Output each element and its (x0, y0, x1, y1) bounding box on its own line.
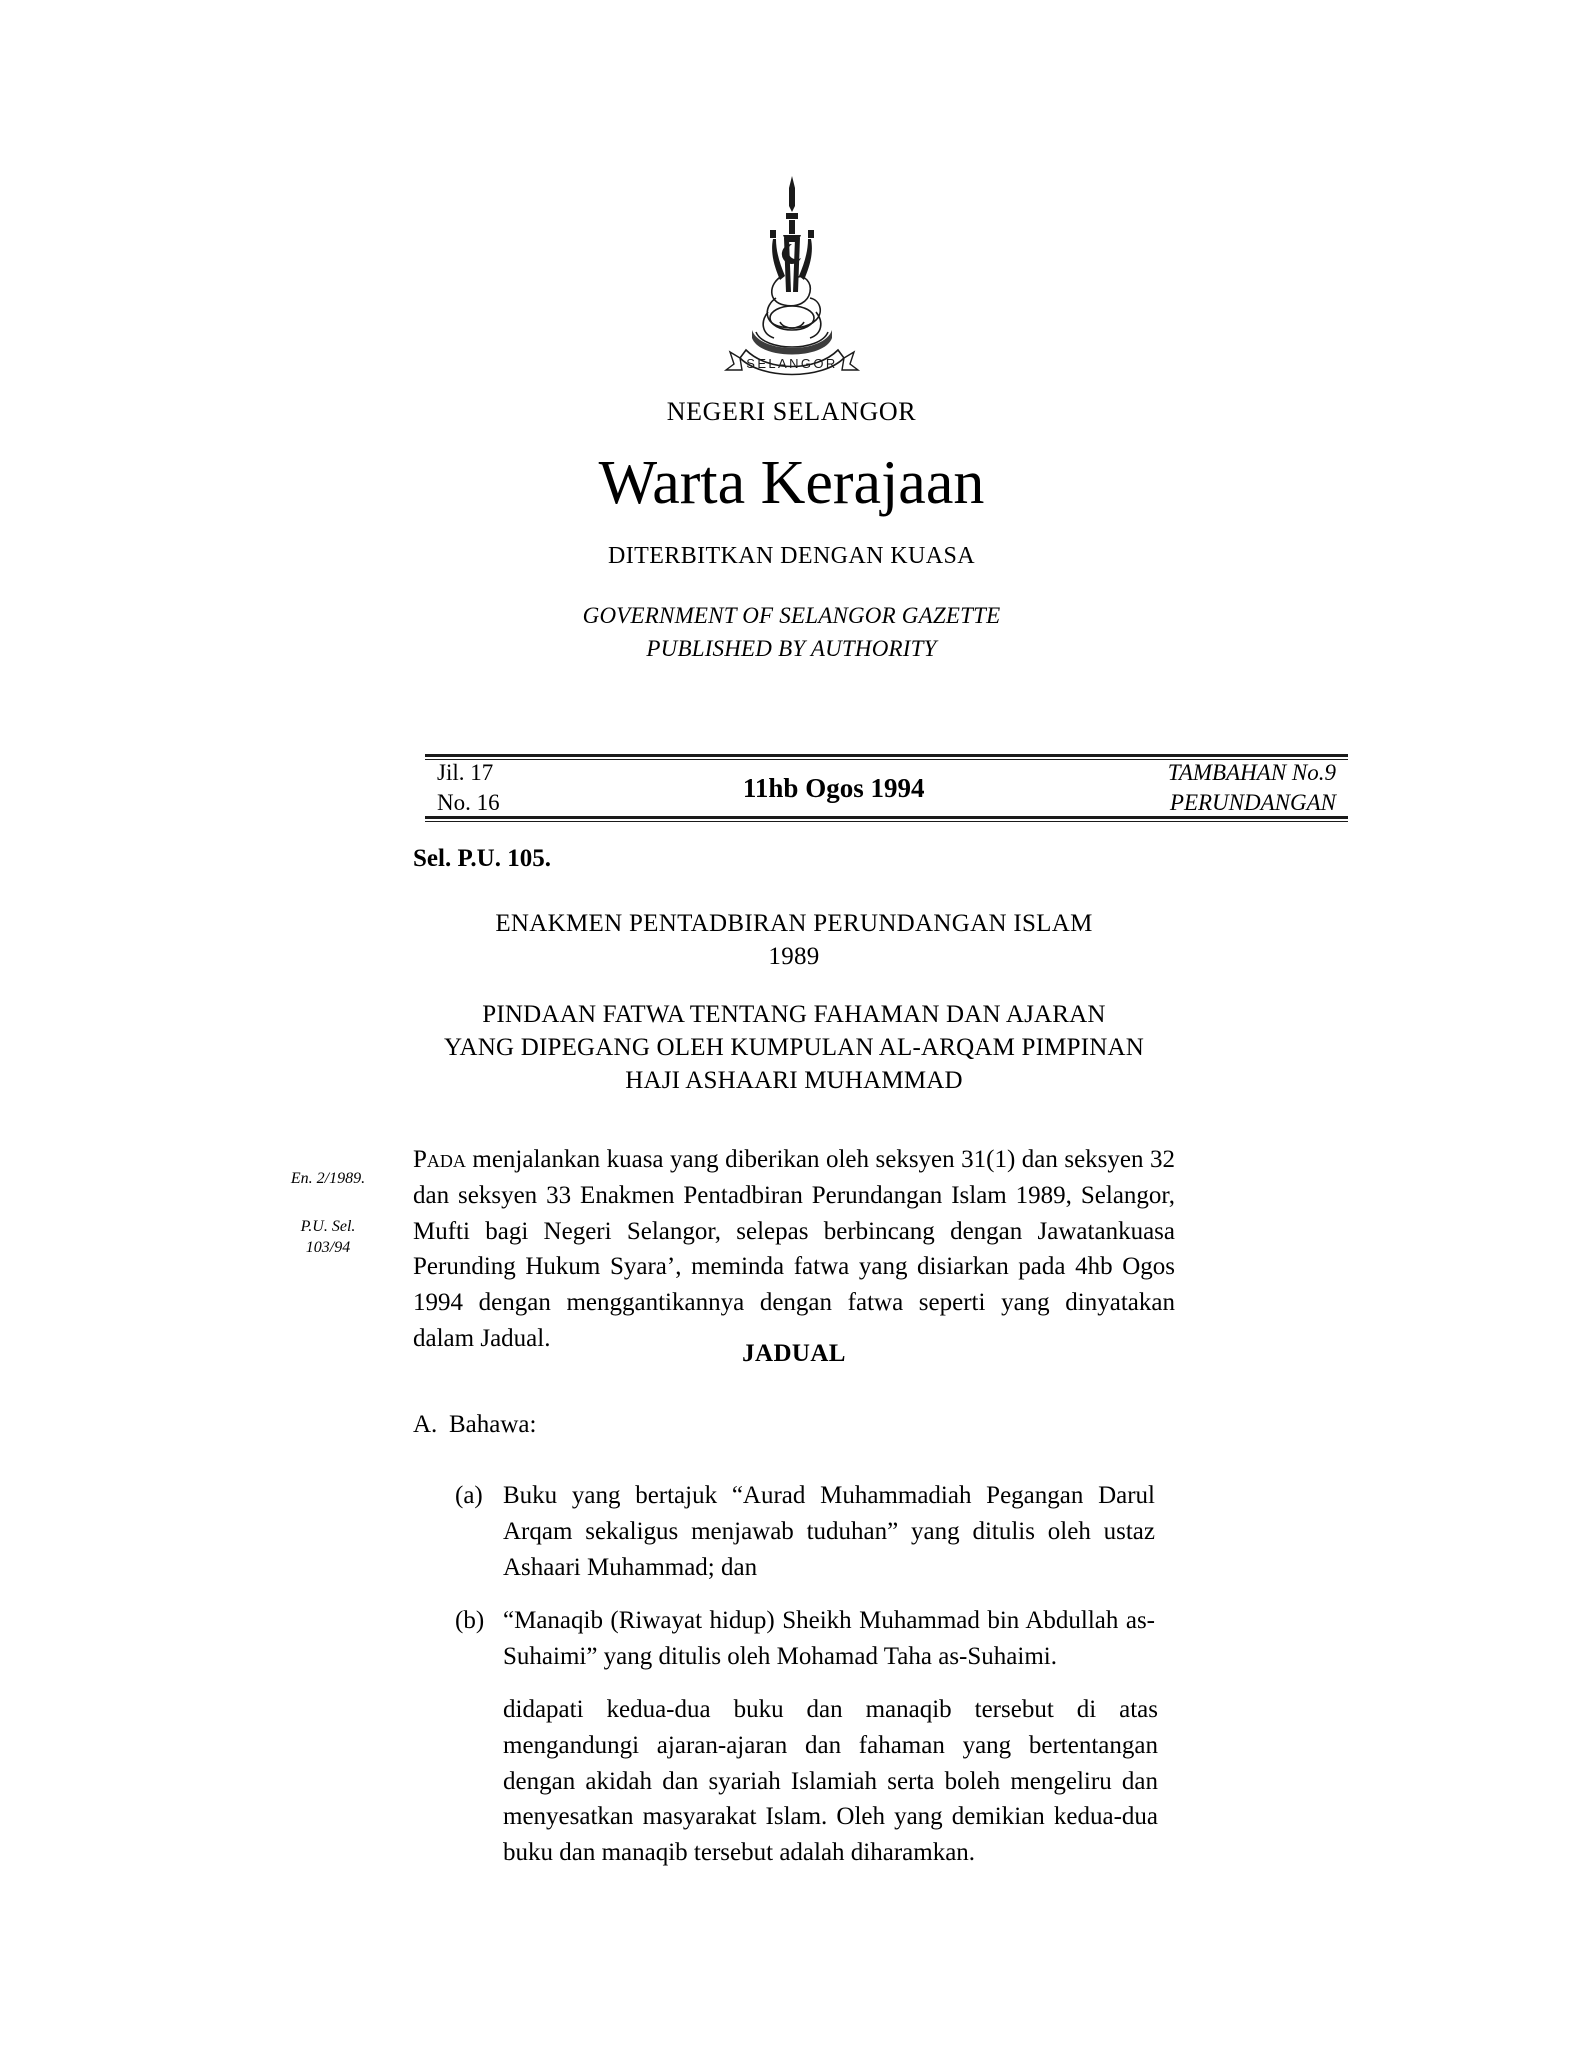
issue-supplement (1168, 758, 1336, 819)
english-title-line2: PUBLISHED BY AUTHORITY (646, 636, 937, 662)
margin-note-pu (258, 1216, 398, 1259)
fatwa-title (413, 998, 1175, 1097)
svg-text:SELANGOR: SELANGOR (745, 356, 838, 371)
schedule-heading: JADUAL (742, 1340, 846, 1367)
sub-item-b-text: “Manaqib (Riwayat hidup) Sheikh Muhammad bin Abdullah as-Suhaimi” yang ditulis oleh Mohamad Taha as-Suhaimi. (503, 1607, 1155, 1670)
act-year: 1989 (768, 942, 820, 970)
act-title (413, 908, 1175, 973)
closing-paragraph: didapati kedua-dua buku dan manaqib tersebut di atas mengandungi ajaran-ajaran dan fahaman yang bertentangan dengan akidah dan syariah Islamiah serta boleh mengeliru dan menyesatkan masyarakat Islam. Oleh yang demikian kedua-dua buku dan manaqib tersebut adalah diharamkan. (503, 1696, 1158, 1866)
fatwa-title-line1: PINDAAN FATWA TENTANG FAHAMAN DAN AJARAN (482, 1001, 1106, 1028)
act-title-text: ENAKMEN PENTADBIRAN PERUNDANGAN ISLAM (495, 910, 1093, 937)
margin-note-enactment: En. 2/1989. (290, 1170, 366, 1187)
fatwa-title-line2: YANG DIPEGANG OLEH KUMPULAN AL-ARQAM PIMPINAN (444, 1034, 1144, 1061)
english-title-line1: GOVERNMENT OF SELANGOR GAZETTE (582, 603, 1001, 629)
schedule-sub-item-a (455, 1478, 1155, 1585)
margin-note-pu-line1: P.U. Sel. (300, 1217, 356, 1235)
schedule-sub-item-b (455, 1603, 1155, 1675)
issue-rule-bottom (425, 816, 1348, 822)
supplement-number: TAMBAHAN No.9 (1167, 759, 1336, 785)
published-by-subtitle: DITERBITKAN DENGAN KUASA (608, 543, 975, 570)
intro-paragraph (413, 1142, 1175, 1357)
issue-volume: Jil. 17 (437, 759, 494, 785)
item-a-text: Bahawa: (449, 1411, 537, 1438)
issue-number: No. 16 (437, 790, 500, 815)
item-a-marker: A. (413, 1411, 438, 1438)
supplement-type: PERUNDANGAN (1169, 790, 1336, 815)
issue-date: 11hb Ogos 1994 (742, 772, 925, 803)
english-title (0, 600, 1583, 665)
sub-item-b-marker: (b) (455, 1607, 485, 1634)
issue-volume-number (437, 758, 500, 819)
margin-note-pu-line2: 103/94 (305, 1239, 351, 1257)
sub-item-a-text: Buku yang bertajuk “Aurad Muhammadiah Pegangan Darul Arqam sekaligus menjawab tuduhan” yang ditulis oleh ustaz Ashaari Muhammad; dan (503, 1482, 1155, 1581)
schedule-item-a (413, 1411, 1175, 1439)
intro-leadin: Pada (413, 1146, 466, 1173)
masthead (0, 0, 1583, 666)
pu-number: Sel. P.U. 105. (413, 845, 551, 872)
gazette-title: Warta Kerajaan (598, 449, 985, 517)
selangor-state-crest-icon (712, 0, 872, 387)
intro-body: menjalankan kuasa yang diberikan oleh seksyen 31(1) dan seksyen 32 dan seksyen 33 Enakmen Pentadbiran Perundangan Islam 1989, Selangor, Mufti bagi Negeri Selangor, selepas berbincang dengan Jawatankuasa Perunding Hukum Syara’, meminda fatwa yang disiarkan pada 4hb Ogos 1994 dengan menggantikannya dengan fatwa seperti yang dinyatakan dalam Jadual. (413, 1146, 1175, 1352)
sub-item-a-marker: (a) (455, 1482, 483, 1509)
issue-line (425, 758, 1348, 818)
margin-notes (258, 1168, 398, 1259)
fatwa-title-line3: HAJI ASHAARI MUHAMMAD (625, 1067, 963, 1094)
state-name: NEGERI SELANGOR (666, 397, 917, 426)
